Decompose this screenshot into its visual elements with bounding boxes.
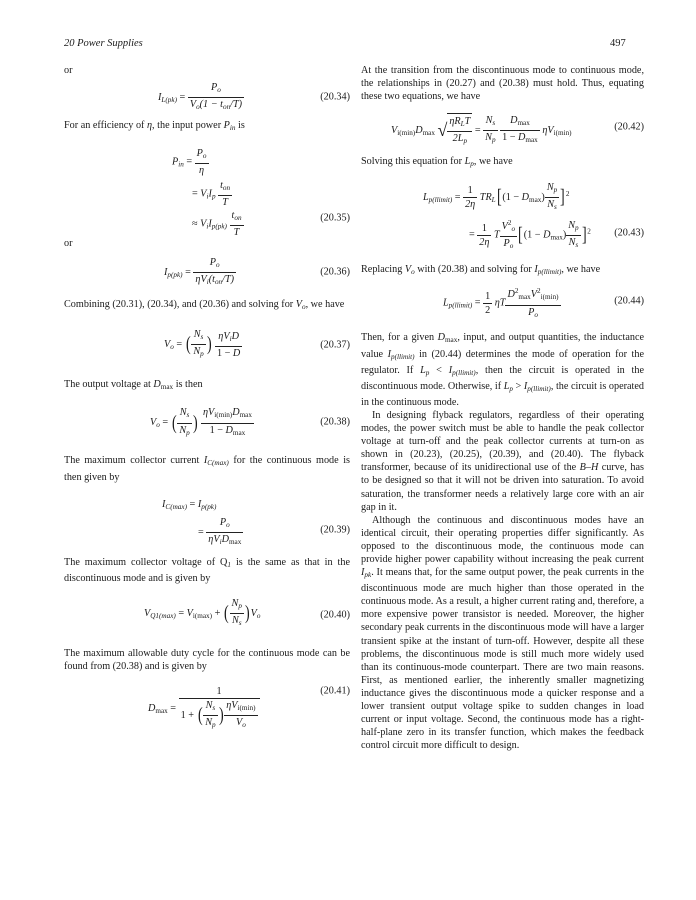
paragraph: Although the continuous and discontinuous modes have an identical circuit, their operating properties differ significantly. As opposed to the discontinuous mode, the continuous mode can provide higher power capability without increasing the peak current $I_{pk}$. It means that, for the same output power, the peak currents in the discontinuous mode are much higher than those operated in the continuous mode. As a result, a higher current rating and, therefore, a more expensive power transistor is needed. Moreover, the higher secondary peak currents in the discontinuous mode will have a larger transient spike at the instant of turn-off. However, despite all these problems, the discontinuous mode is still much more widely used than its continuous-mode counterpart. There are two main reasons. First, as mentioned earlier, the inherently smaller magnetizing inductance gives the discontinuous mode a quicker response and a lower transient output voltage spike to sudden changes in load current or input voltage. Second, the continuous mode has a right-half-plane zero in its transfer function, which makes the feedback control circuit more difficult to design. — [361, 514, 644, 752]
paragraph: or — [64, 238, 73, 250]
equation-20-43: $L_{p(llimit)}$ = $\frac{1}{2\eta}$ $TR_L[(1 - D_{max})$ $\frac{N_p}{N_s}$ ]$^2$ = $\frac{1}{2\eta}$ T $\frac{V^2_o}{P_o}$ [$(1 - D_{max})$ $\frac{N_p}{N_s}$ ]$^2$ (20.43) — [361, 171, 644, 253]
equation-number: (20.44) — [614, 295, 644, 307]
paragraph: In designing flyback regulators, regardless of their operating modes, the power switch must be able to handle the peak collector voltage at turn-off and the peak collector currents at turn-on as shown in (20.23), (20.25), (20.39), and (20.40). The flyback transformer, because of its unidirectional use of the B–H curve, has to be designed so that it will not be driven into saturation. To avoid saturation, the transformer needs a relatively large core with an air gap in it. — [361, 409, 644, 513]
paragraph: The maximum allowable duty cycle for the continuous mode can be found from (20.38) and is given by — [64, 647, 350, 672]
equation-number: (20.41) — [320, 685, 350, 697]
equation-20-42: $V_{i(min)}D_{max}$ √ $\frac{\eta R_LT}{2L_p}$ = $\frac{N_s}{N_p}$ $\frac{D_{max}}{1 - D_{max}}$ $\eta V_{i(min)}$ (20.42) — [361, 103, 644, 151]
equation-20-34: $I_{L(pk)}$ = $\frac{P_o}{V_o(1 - t_{on}/T)}$ (20.34) — [64, 77, 350, 117]
paragraph: Then, for a given $D_{max}$, input, and output quantities, the inductance value $I_{p(llimit)}$ in (20.44) determines the mode of operation for the regulator. If $L_p < I_{p(llimit)}$, then the circuit is operated in the discontinuous mode. Otherwise, if $L_p > I_{p(llimit)}$, the circuit is operated in the continuous mode. — [361, 332, 644, 408]
paragraph: The maximum collector voltage of $Q_1$ is the same as that in the discontinuous mode and is given by — [64, 556, 350, 584]
right-column — [361, 64, 644, 752]
equation-20-37: $V_o$ = ( $\frac{N_s}{N_p}$ ) $\frac{\eta V_iD}{1 - D}$ (20.37) — [64, 314, 350, 376]
paragraph: or — [64, 65, 73, 76]
equation-20-39: $I_{C(max)} = I_{p(pk)}$ = $\frac{P_o}{\eta V_iD_{max}}$ (20.39) — [64, 484, 350, 550]
equation-number: (20.42) — [614, 121, 644, 133]
equation-number: (20.37) — [320, 339, 350, 351]
left-column — [64, 64, 350, 739]
paragraph: The output voltage at $D_{max}$ is then — [64, 379, 203, 392]
equation-number: (20.39) — [320, 524, 350, 536]
equation-20-41: $D_{max}$ = 1 1 + ( $\frac{N_s}{N_p}$ ) $\frac{\eta V_{i(min)}}{V_o}$ (20.41) — [64, 673, 350, 739]
equation-number: (20.35) — [320, 212, 350, 224]
page-number: 497 — [610, 38, 626, 49]
running-header: 20 Power Supplies — [64, 38, 143, 49]
equation-number: (20.36) — [320, 266, 350, 278]
paragraph: For an efficiency of η, the input power $P_{in}$ is — [64, 120, 245, 133]
paragraph: Replacing $V_o$ with (20.38) and solving for $I_{p(llimit)}$, we have — [361, 264, 601, 277]
paragraph: At the transition from the discontinuous mode to continuous mode, the relationships in (20.27) and (20.38) must hold. Thus, equating these two equations, we have — [361, 65, 644, 103]
equation-20-44: $L_{p(llimit)}$ = $\frac{1}{2}$ ηT $\frac{D^2_{max}V^2_{i(min)}}{P_o}$ (20.44) — [361, 279, 644, 323]
equation-20-38: $V_o$ = ( $\frac{N_s}{N_p}$ ) $\frac{\eta V_{i(min)}D_{max}}{1 - D_{max}}$ (20.38) — [64, 394, 350, 450]
paragraph: Combining (20.31), (20.34), and (20.36) and solving for $V_o$, we have — [64, 299, 345, 312]
equation-number: (20.34) — [320, 91, 350, 103]
equation-number: (20.38) — [320, 416, 350, 428]
equation-20-35: $P_{in}$ = $\frac{P_o}{\eta}$ = $V_iI_p$ $\frac{t_{on}}{T}$ ≈ $V_iI_{p(pk)}$ $\frac{t_{on}}{T}$ (20.35) — [172, 148, 350, 239]
equation-number: (20.43) — [614, 227, 644, 239]
equation-20-40: $V_{Q1(max)} = V_{i(max)}$ + ( $\frac{N_p}{N_s}$ )$V_o$ (20.40) — [64, 585, 350, 645]
paragraph: The maximum collector current $I_{C(max)}$ for the continuous mode is then given by — [64, 455, 350, 483]
equation-20-36: $I_{p(pk)}$ = $\frac{P_o}{\eta V_i(t_{on}/T)}$ (20.36) — [64, 250, 350, 294]
equation-number: (20.40) — [320, 609, 350, 621]
paragraph: Solving this equation for $L_p$, we have — [361, 156, 513, 169]
